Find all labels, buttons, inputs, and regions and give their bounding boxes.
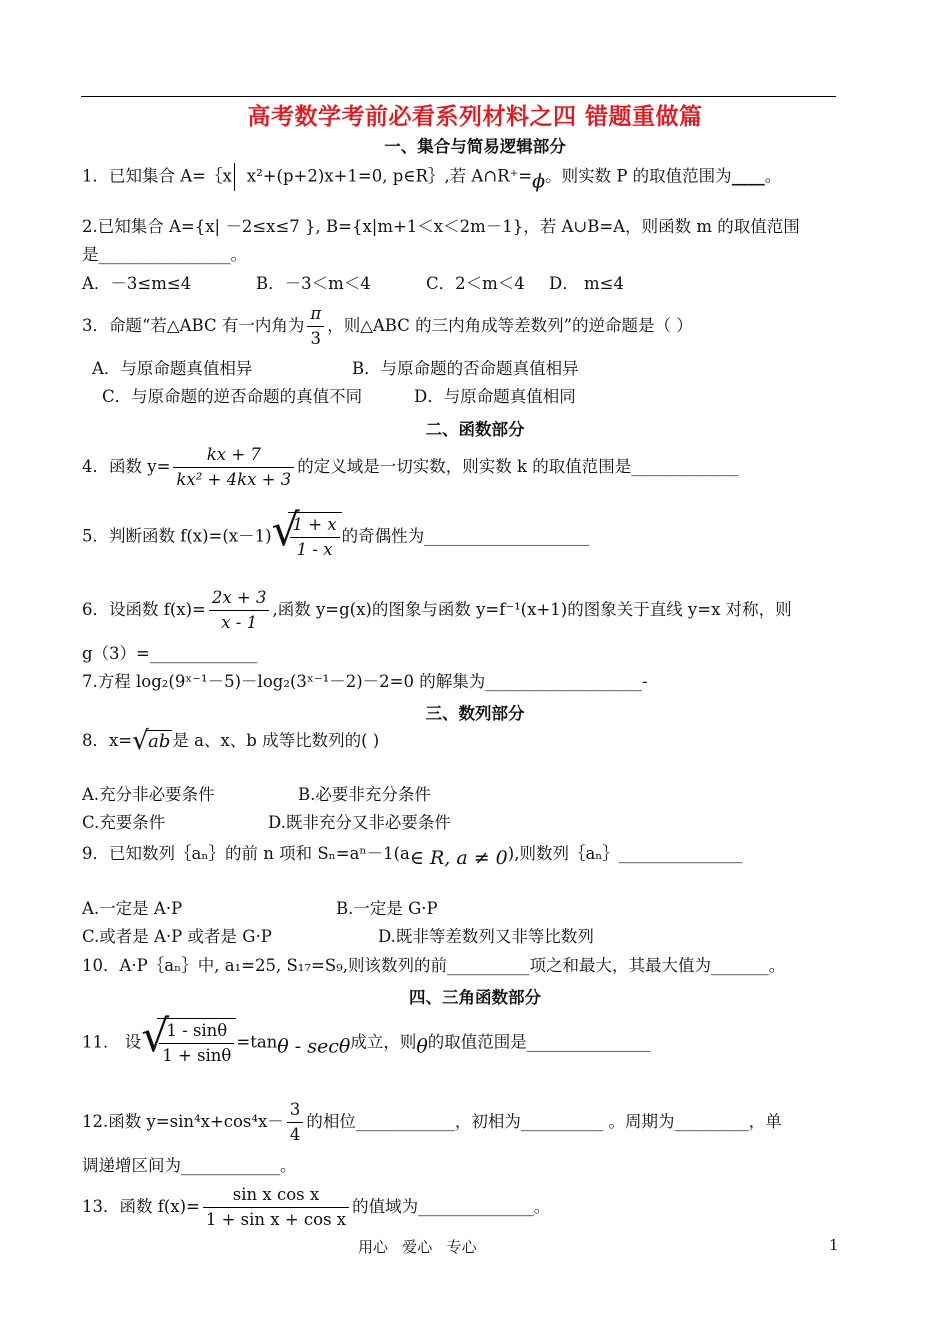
q8-radicand: ab: [148, 731, 171, 752]
q9-text-a: 9．已知数列｛aₙ｝的前 n 项和 Sₙ=aⁿ－1(a: [82, 844, 410, 863]
question-2-line-1: 2.已知集合 A={x| －2≤x≤7 }, B={x|m+1＜x＜2m－1}，若 A∪B=A，则函数 m 的取值范围: [82, 217, 800, 236]
q11-math: θ - secθ: [277, 1035, 351, 1058]
q4-text-b: 的定义域是一切实数，则实数 k 的取值范围是_____________: [297, 457, 739, 476]
q3-text-a: 3．命题“若△ABC 有一内角为: [82, 316, 305, 335]
q11-text-c: 成立，则: [350, 1032, 417, 1052]
q4-text-a: 4．函数 y=: [82, 457, 171, 476]
q8-option-d: D.既非充分又非必要条件: [268, 813, 451, 832]
q1-end: 。: [764, 166, 782, 186]
section-heading-3: 三、数列部分: [425, 704, 525, 723]
q8-sqrt: [132, 726, 172, 756]
q2-option-c: C．2＜m＜4: [426, 274, 525, 293]
q8-option-c: C.充要条件: [82, 813, 166, 832]
q6-denominator: x - 1: [221, 613, 258, 632]
q6-text-a: 6．设函数 f(x)=: [82, 600, 206, 619]
q8-text-a: 8．x=: [82, 731, 133, 750]
q3-denominator: 3: [310, 329, 322, 348]
q11-text-a: 11． 设: [82, 1032, 142, 1052]
q8-radical-sign: √: [132, 726, 149, 756]
q12-numerator: 3: [287, 1098, 304, 1123]
q3-option-b: B．与原命题的否命题真值相异: [352, 359, 579, 378]
q11-sqrt: [141, 1011, 236, 1068]
section-heading-4: 四、三角函数部分: [409, 988, 541, 1007]
question-1: [82, 163, 781, 193]
q11-denominator: 1 + sinθ: [162, 1046, 232, 1065]
question-3: [82, 302, 693, 351]
footer-motto: 用心 爱心 专心: [358, 1238, 477, 1256]
q9-text-b: ),则数列｛aₙ｝_______________: [507, 844, 743, 863]
question-12-line-2: 调递增区间为____________。: [82, 1156, 297, 1175]
q5-text-a: 5．判断函数 f(x)=(x－1): [82, 526, 272, 546]
q1-blank: ____: [731, 166, 765, 186]
q6-numerator: 2x + 3: [209, 586, 270, 611]
question-10: 10．A·P｛aₙ｝中, a₁=25, S₁₇=S₉,则该数列的前__________项之和最大，其最大值为_______。: [82, 956, 786, 975]
top-rule: [81, 96, 836, 97]
q1-phi: ϕ: [532, 170, 546, 193]
question-5: [82, 505, 590, 562]
q3-fraction: [307, 302, 324, 351]
question-9: [82, 843, 743, 869]
q13-text-b: 的值域为______________。: [352, 1197, 551, 1216]
q5-text-b: 的奇偶性为____________________: [341, 526, 590, 546]
q13-text-a: 13．函数 f(x)=: [82, 1197, 200, 1216]
q3-numerator: π: [307, 302, 324, 327]
q4-fraction: [173, 443, 294, 492]
question-13: [82, 1183, 550, 1232]
question-12: [82, 1098, 782, 1147]
q8-option-b: B.必要非充分条件: [298, 785, 431, 804]
q6-fraction: [209, 586, 270, 635]
q9-option-a: A.一定是 A·P: [82, 899, 183, 918]
section-heading-2: 二、函数部分: [425, 420, 525, 439]
q1-text-a: 1．已知集合 A=｛x: [82, 166, 232, 186]
q11-radical-sign: √: [141, 1011, 170, 1062]
q9-option-b: B.一定是 G·P: [336, 899, 438, 918]
q2-option-d: D． m≤4: [549, 274, 624, 293]
q1-bar: [234, 163, 235, 191]
q6-text-b: ,函数 y=g(x)的图象与函数 y=f⁻¹(x+1)的图象关于直线 y=x 对称，则: [272, 600, 792, 619]
question-7: 7.方程 log₂(9ˣ⁻¹－5)－log₂(3ˣ⁻¹－2)－2=0 的解集为___________________-: [82, 672, 648, 691]
q3-option-a: A．与原命题真值相异: [92, 359, 253, 378]
q11-text-d: 的取值范围是_______________: [427, 1032, 651, 1052]
q11-numerator: 1 - sinθ: [159, 1019, 234, 1044]
q3-text-b: ，则△ABC 的三内角成等差数列”的逆命题是（ ）: [327, 316, 693, 335]
section-heading-1: 一、集合与简易逻辑部分: [384, 137, 566, 156]
q1-text-c: 。则实数 P 的取值范围为: [545, 166, 732, 186]
q1-text-b: x²+(p+2)x+1=0, p∈R｝,若 A∩R⁺=: [246, 166, 533, 186]
q12-denominator: 4: [289, 1125, 301, 1144]
page-number: 1: [829, 1236, 839, 1254]
q4-denominator: kx² + 4kx + 3: [176, 470, 292, 489]
q9-option-d: D.既非等差数列又非等比数列: [378, 927, 594, 946]
question-6-line-2: g（3）=_____________: [82, 644, 258, 663]
q12-fraction: [287, 1098, 304, 1147]
q5-radical-sign: √: [271, 505, 300, 556]
question-4: [82, 443, 739, 492]
question-11: [82, 1011, 651, 1068]
q11-text-b: =tan: [236, 1032, 278, 1052]
q8-option-a: A.充分非必要条件: [82, 785, 215, 804]
q3-option-c: C．与原命题的逆否命题的真值不同: [102, 387, 363, 406]
question-6: [82, 586, 792, 635]
q9-option-c: C.或者是 A·P 或者是 G·P: [82, 927, 272, 946]
question-2-line-2: 是________________。: [82, 245, 247, 264]
q8-text-b: 是 a、x、b 成等比数列的( ): [172, 731, 380, 750]
q5-sqrt: [271, 505, 342, 562]
q5-denominator: 1 - x: [296, 540, 333, 559]
q13-denominator: 1 + sin x + cos x: [205, 1210, 347, 1229]
q11-fraction: [159, 1019, 234, 1068]
q13-fraction: [203, 1183, 349, 1232]
q11-theta: θ: [416, 1035, 428, 1058]
q5-numerator: 1 + x: [290, 513, 340, 538]
document-title: 高考数学考前必看系列材料之四 错题重做篇: [247, 103, 703, 130]
q13-numerator: sin x cos x: [203, 1183, 349, 1208]
q12-text-b: 的相位____________，初相为__________ 。周期为_________，单: [306, 1112, 782, 1131]
q12-text-a: 12.函数 y=sin⁴x+cos⁴x－: [82, 1112, 284, 1131]
q3-option-d: D．与原命题真值相同: [414, 387, 576, 406]
q2-option-b: B．－3＜m＜4: [256, 274, 371, 293]
question-8: [82, 726, 380, 756]
q2-option-a: A．－3≤m≤4: [82, 274, 192, 293]
q9-math: ∈ R, a ≠ 0: [409, 847, 508, 869]
q4-numerator: kx + 7: [173, 443, 294, 468]
